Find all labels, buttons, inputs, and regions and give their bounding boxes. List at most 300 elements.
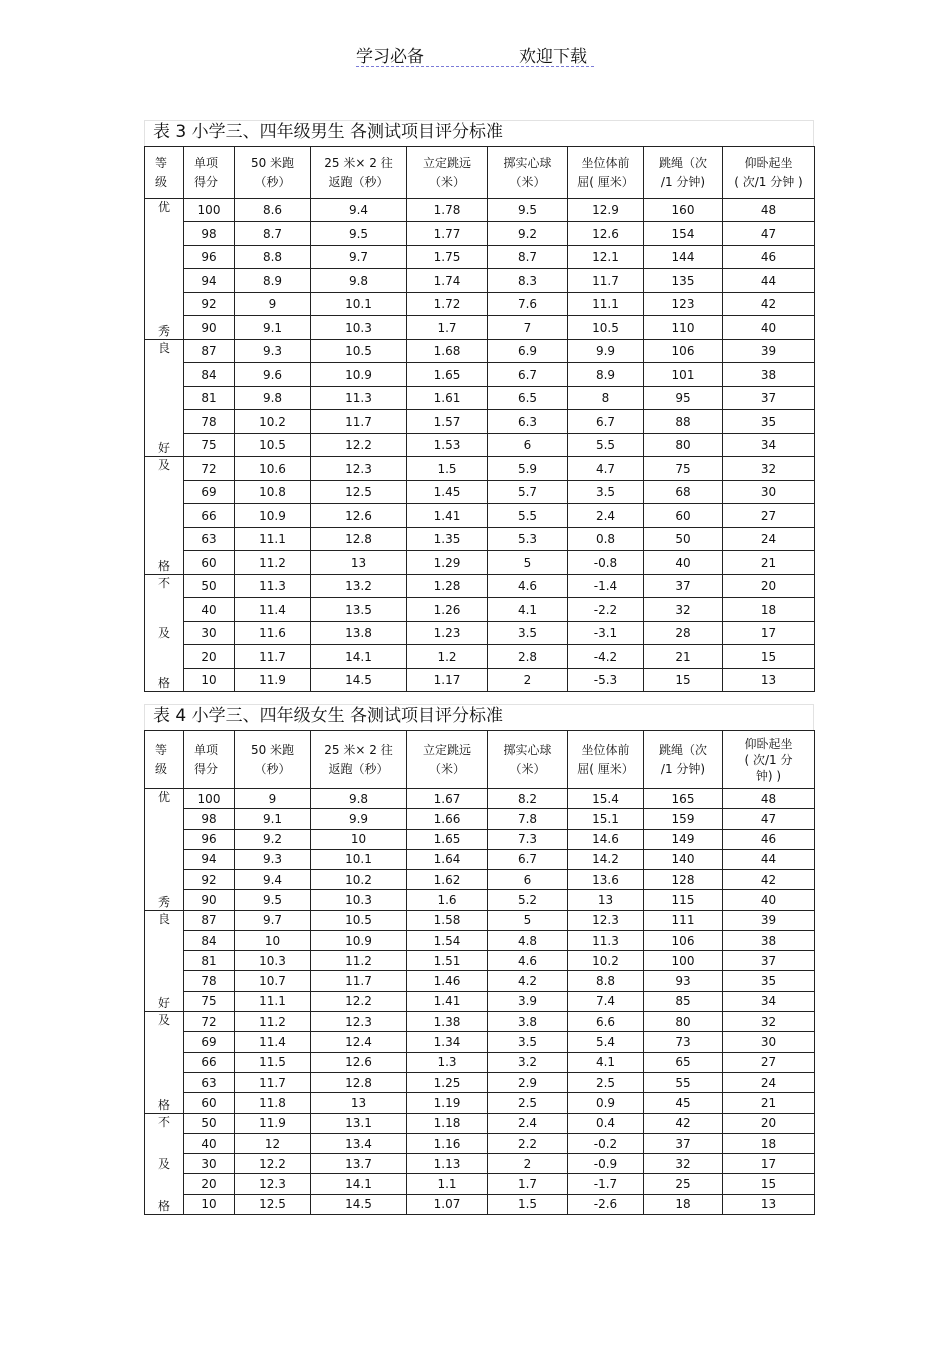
table-cell: 9.3 [235,339,311,363]
table-cell: 2.5 [568,1072,644,1092]
table-cell: 1.18 [407,1113,488,1133]
table-cell: 123 [644,292,723,315]
table-cell: 38 [723,930,815,950]
table-cell: 12.8 [311,1072,407,1092]
table-cell: 13.6 [568,870,644,890]
table-4-title: 表 4 小学三、四年级女生 各测试项目评分标准 [144,704,814,730]
grade-cell [145,1012,184,1114]
header-medicine-ball: 掷实心球 （米） [488,147,568,199]
table-cell: 4.1 [568,1052,644,1072]
table-cell: 13.8 [311,621,407,645]
table-cell: 84 [184,363,235,387]
table-cell: 1.3 [407,1052,488,1072]
table-row [145,551,815,575]
table-cell: -5.3 [568,668,644,692]
table-4-section [144,704,814,1215]
table-cell: 9 [235,292,311,315]
page-header [356,40,594,67]
table-cell: 1.35 [407,527,488,551]
table-cell: 12.1 [568,245,644,268]
table-cell: 9.9 [568,339,644,363]
table-cell: 96 [184,245,235,268]
table-cell: 66 [184,504,235,528]
table-row [145,527,815,551]
header-sit-ups: 仰卧起坐 ( 次/1 分 钟) ) [723,731,815,789]
table-cell: 7.8 [488,809,568,829]
table-cell: 10.3 [311,890,407,910]
table-cell: 63 [184,1072,235,1092]
table-cell: 1.2 [407,645,488,669]
header-sit-ups: 仰卧起坐 ( 次/1 分钟 ) [723,147,815,199]
table-cell: 12.2 [311,991,407,1011]
table-cell: 1.66 [407,809,488,829]
table-cell: 4.8 [488,930,568,950]
table-row [145,870,815,890]
table-cell: 144 [644,245,723,268]
table-cell: 78 [184,410,235,434]
table-cell: 154 [644,222,723,245]
table-cell: 15.4 [568,789,644,809]
table-row [145,789,815,809]
header-standing-jump: 立定跳远 （米） [407,147,488,199]
table-row [145,1133,815,1153]
table-cell: 7.6 [488,292,568,315]
table-row [145,829,815,849]
table-cell: 10.2 [235,410,311,434]
table-cell: 15 [723,645,815,669]
table-cell: 1.29 [407,551,488,575]
table-cell: 44 [723,269,815,292]
table-cell: 11.7 [568,269,644,292]
table-cell: 6.7 [488,849,568,869]
table-cell: 1.54 [407,930,488,950]
table-cell: 96 [184,829,235,849]
table-cell: 90 [184,316,235,340]
table-row [145,1113,815,1133]
table-cell: 12.3 [235,1174,311,1194]
grade-char: 及 [157,1013,170,1028]
table-cell: 8.9 [568,363,644,387]
table-cell: 6 [488,870,568,890]
table-cell: -0.9 [568,1154,644,1174]
table-cell: 42 [723,292,815,315]
table-cell: 32 [644,1154,723,1174]
table-cell: 69 [184,1032,235,1052]
table-cell: 1.5 [407,457,488,481]
table-row [145,951,815,971]
table-cell: 10.5 [311,910,407,930]
header-grade: 等 级 [145,731,184,789]
table-cell: 63 [184,527,235,551]
table-cell: 1.68 [407,339,488,363]
table-cell: 37 [644,1133,723,1153]
table-cell: 34 [723,991,815,1011]
table-cell: 18 [723,598,815,622]
table-cell: 1.51 [407,951,488,971]
grade-cell [145,910,184,1012]
table-cell: 46 [723,245,815,268]
table-cell: 135 [644,269,723,292]
table-cell: 85 [644,991,723,1011]
table-cell: 18 [723,1133,815,1153]
table-cell: 12.9 [568,199,644,222]
table-cell: 5.5 [488,504,568,528]
table-cell: 1.65 [407,363,488,387]
table-row [145,504,815,528]
table-row [145,809,815,829]
table-cell: 45 [644,1093,723,1113]
grade-char: 格 [157,1097,170,1112]
table-cell: 10.3 [311,316,407,340]
table-cell: 25 [644,1174,723,1194]
table-cell: 75 [184,433,235,457]
table-cell: 3.2 [488,1052,568,1072]
table-cell: 93 [644,971,723,991]
table-row [145,930,815,950]
table-cell: 10.2 [311,870,407,890]
table-cell: 10 [311,829,407,849]
table-cell: 46 [723,829,815,849]
table-cell: 8 [568,386,644,410]
grade-char: 及 [157,458,170,473]
table-cell: 20 [184,1174,235,1194]
table-cell: 4.6 [488,951,568,971]
table-cell: 3.5 [488,1032,568,1052]
table-row [145,1194,815,1214]
table-cell: 13.4 [311,1133,407,1153]
table-cell: 80 [644,1012,723,1032]
table-cell: 12 [235,1133,311,1153]
table-cell: 48 [723,199,815,222]
table-cell: 12.3 [311,457,407,481]
table-cell: 72 [184,457,235,481]
table-cell: 21 [723,551,815,575]
table-cell: 11.3 [568,930,644,950]
table-row [145,849,815,869]
table-cell: 15.1 [568,809,644,829]
table-cell: 38 [723,363,815,387]
grade-cell [145,789,184,911]
table-cell: 2.5 [488,1093,568,1113]
table-cell: 149 [644,829,723,849]
table-cell: 8.7 [235,222,311,245]
table-row [145,269,815,292]
table-cell: 8.8 [568,971,644,991]
table-cell: 11.9 [235,668,311,692]
table-cell: 9.8 [311,789,407,809]
table-cell: -0.2 [568,1133,644,1153]
table-cell: 55 [644,1072,723,1092]
table-cell: 12.8 [311,527,407,551]
table-cell: 1.46 [407,971,488,991]
table-cell: 11.3 [311,386,407,410]
table-cell: 98 [184,809,235,829]
table-cell: 8.6 [235,199,311,222]
table-cell: 11.2 [311,951,407,971]
table-3-body [145,199,815,692]
table-cell: 13 [723,668,815,692]
table-cell: 32 [723,457,815,481]
table-cell: 39 [723,339,815,363]
table-cell: 69 [184,480,235,504]
table-cell: 17 [723,621,815,645]
table-cell: 84 [184,930,235,950]
grade-char: 不 [157,575,170,590]
table-cell: 1.41 [407,504,488,528]
table-cell: 10.5 [311,339,407,363]
table-cell: 5.5 [568,433,644,457]
table-cell: 1.78 [407,199,488,222]
table-row [145,621,815,645]
table-cell: 9.1 [235,809,311,829]
table-cell: 12.2 [235,1154,311,1174]
header-sit-and-reach: 坐位体前 屈( 厘米） [568,731,644,789]
table-cell: 10.8 [235,480,311,504]
table-cell: 8.3 [488,269,568,292]
table-cell: 5.3 [488,527,568,551]
table-cell: 95 [644,386,723,410]
table-cell: 14.6 [568,829,644,849]
table-cell: 9.2 [235,829,311,849]
table-cell: 0.4 [568,1113,644,1133]
table-cell: 60 [644,504,723,528]
grade-cell [145,1113,184,1215]
table-cell: 0.8 [568,527,644,551]
table-cell: 73 [644,1032,723,1052]
table-cell: 94 [184,269,235,292]
table-cell: 1.53 [407,433,488,457]
table-cell: 40 [184,1133,235,1153]
table-cell: 5 [488,910,568,930]
table-cell: 9.4 [311,199,407,222]
table-cell: 13.2 [311,574,407,598]
table-row [145,245,815,268]
header-grade: 等 级 [145,147,184,199]
table-cell: 11.7 [311,410,407,434]
table-cell: 11.6 [235,621,311,645]
table-row [145,1154,815,1174]
table-row [145,363,815,387]
table-cell: 37 [723,951,815,971]
table-cell: 44 [723,849,815,869]
table-cell: 1.57 [407,410,488,434]
table-cell: 10 [184,668,235,692]
table-cell: 106 [644,930,723,950]
table-cell: 5 [488,551,568,575]
table-cell: 12.3 [311,1012,407,1032]
table-cell: 9 [235,789,311,809]
table-cell: 11.4 [235,1032,311,1052]
table-cell: 5.4 [568,1032,644,1052]
table-cell: 5.2 [488,890,568,910]
table-cell: 1.34 [407,1032,488,1052]
score-table-boys [144,146,815,692]
table-cell: 1.45 [407,480,488,504]
table-cell: 40 [723,890,815,910]
table-cell: 11.2 [235,1012,311,1032]
grade-char: 秀 [157,323,170,338]
grade-char: 良 [157,911,170,926]
table-cell: 2.4 [488,1113,568,1133]
table-cell: 2 [488,668,568,692]
table-cell: 6 [488,433,568,457]
table-cell: 9.6 [235,363,311,387]
table-cell: 8.8 [235,245,311,268]
table-cell: 13 [311,1093,407,1113]
table-cell: 72 [184,1012,235,1032]
table-cell: 65 [644,1052,723,1072]
table-cell: 30 [184,621,235,645]
table-3-title: 表 3 小学三、四年级男生 各测试项目评分标准 [144,120,814,146]
table-cell: 13 [723,1194,815,1214]
table-cell: 12.6 [311,504,407,528]
table-cell: 11.7 [235,645,311,669]
table-cell: 42 [723,870,815,890]
table-cell: 11.1 [235,991,311,1011]
table-cell: 11.1 [568,292,644,315]
table-row [145,292,815,315]
table-cell: 2.9 [488,1072,568,1092]
table-cell: 14.1 [311,1174,407,1194]
table-cell: 111 [644,910,723,930]
table-cell: 6.3 [488,410,568,434]
grade-char: 优 [157,790,170,804]
header-shuttle-run: 25 米× 2 往 返跑（秒） [311,147,407,199]
table-cell: 10.1 [311,292,407,315]
table-cell: 1.61 [407,386,488,410]
table-cell: 10.5 [568,316,644,340]
table-cell: 35 [723,410,815,434]
table-cell: 12.5 [311,480,407,504]
table-cell: -2.2 [568,598,644,622]
table-cell: 9.9 [311,809,407,829]
table-cell: 11.3 [235,574,311,598]
table-cell: 6.7 [488,363,568,387]
table-row [145,991,815,1011]
table-cell: -3.1 [568,621,644,645]
table-cell: 101 [644,363,723,387]
table-cell: 12.5 [235,1194,311,1214]
table-cell: 100 [184,199,235,222]
table-cell: 1.23 [407,621,488,645]
header-run-50m: 50 米跑 （秒） [235,731,311,789]
table-cell: 28 [644,621,723,645]
table-cell: 90 [184,890,235,910]
table-cell: 6.6 [568,1012,644,1032]
table-cell: 7.3 [488,829,568,849]
table-cell: 1.75 [407,245,488,268]
table-cell: 48 [723,789,815,809]
table-cell: 2 [488,1154,568,1174]
table-cell: 4.6 [488,574,568,598]
table-cell: 9.7 [311,245,407,268]
table-cell: 1.64 [407,849,488,869]
table-cell: 37 [723,386,815,410]
table-cell: 12.4 [311,1032,407,1052]
table-cell: -1.7 [568,1174,644,1194]
table-cell: 11.1 [235,527,311,551]
table-row [145,339,815,363]
table-cell: 50 [184,574,235,598]
header-sit-and-reach: 坐位体前 屈( 厘米） [568,147,644,199]
table-cell: 13 [568,890,644,910]
table-cell: 30 [723,480,815,504]
table-cell: 4.2 [488,971,568,991]
table-cell: 1.17 [407,668,488,692]
table-cell: 6.7 [568,410,644,434]
table-cell: 1.28 [407,574,488,598]
table-cell: 1.58 [407,910,488,930]
table-row [145,410,815,434]
table-cell: 94 [184,849,235,869]
table-cell: 21 [644,645,723,669]
table-cell: 3.9 [488,991,568,1011]
table-cell: -0.8 [568,551,644,575]
header-run-50m: 50 米跑 （秒） [235,147,311,199]
table-cell: 9.8 [311,269,407,292]
table-cell: 42 [644,1113,723,1133]
table-cell: 3.8 [488,1012,568,1032]
table-cell: 1.72 [407,292,488,315]
table-cell: 1.5 [488,1194,568,1214]
table-cell: 10.1 [311,849,407,869]
table-cell: 10 [184,1194,235,1214]
grade-cell [145,457,184,575]
table-cell: 4.1 [488,598,568,622]
table-row [145,222,815,245]
table-cell: 115 [644,890,723,910]
table-row [145,480,815,504]
table-cell: 7 [488,316,568,340]
grade-cell [145,199,184,340]
table-row [145,1174,815,1194]
table-cell: 8.9 [235,269,311,292]
table-cell: 159 [644,809,723,829]
grade-cell [145,574,184,692]
table-cell: 15 [644,668,723,692]
table-cell: 20 [184,645,235,669]
table-cell: 1.19 [407,1093,488,1113]
table-cell: 27 [723,504,815,528]
grade-char: 优 [157,200,170,214]
table-cell: 9.5 [235,890,311,910]
score-table-girls [144,730,815,1215]
table-cell: 75 [644,457,723,481]
grade-char: 良 [157,340,170,355]
table-cell: 1.16 [407,1133,488,1153]
table-cell: 27 [723,1052,815,1072]
header-shuttle-run: 25 米× 2 往 返跑（秒） [311,731,407,789]
table-cell: 24 [723,1072,815,1092]
table-cell: 39 [723,910,815,930]
table-cell: 9.1 [235,316,311,340]
header-left-text: 学习必备 [356,47,424,67]
grade-char: 格 [157,1199,170,1214]
table-cell: 50 [184,1113,235,1133]
table-cell: 60 [184,1093,235,1113]
table-cell: 75 [184,991,235,1011]
table-cell: 8.7 [488,245,568,268]
table-cell: 47 [723,222,815,245]
table-cell: 110 [644,316,723,340]
table-cell: 92 [184,870,235,890]
table-cell: 78 [184,971,235,991]
table-cell: 80 [644,433,723,457]
table-row [145,1052,815,1072]
table-row [145,668,815,692]
header-right-text: 欢迎下载 [519,47,587,67]
grade-char: 格 [157,558,170,573]
